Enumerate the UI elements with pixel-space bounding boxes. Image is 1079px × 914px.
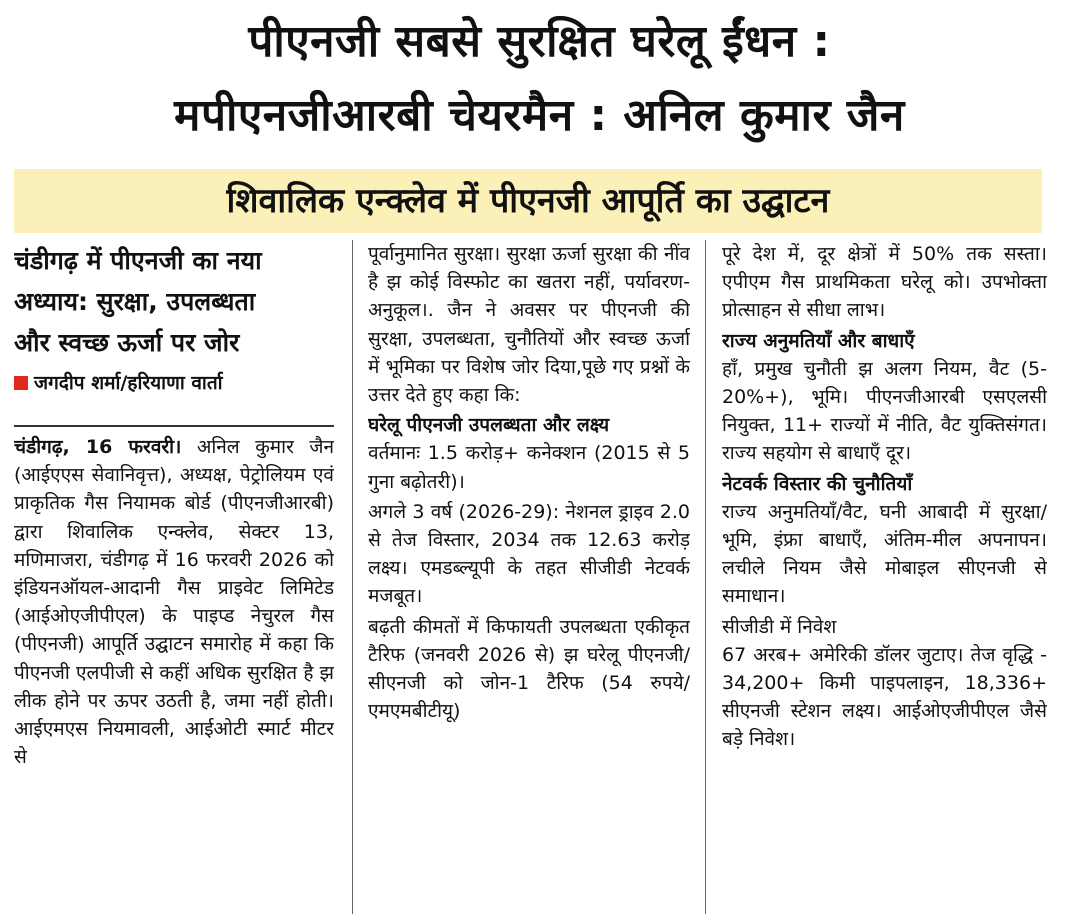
byline-text: जगदीप शर्मा/हरियाणा वार्ता: [34, 372, 223, 394]
column-3: [722, 240, 1047, 914]
paragraph: वर्तमानः 1.5 करोड़+ कनेक्शन (2015 से 5 गुना बढ़ोतरी)।: [368, 442, 690, 493]
subheadline: शिवालिक एन्क्लेव में पीएनजी आपूर्ति का उद्घाटन: [226, 181, 830, 221]
section-title: घरेलू पीएनजी उपलब्धता और लक्ष्य: [368, 414, 610, 437]
byline-marker-icon: [14, 376, 28, 390]
headline-line-1: पीएनजी सबसे सुरक्षित घरेलू ईंधन :: [248, 16, 831, 67]
paragraph: बढ़ती कीमतों में किफायती उपलब्धता एकीकृत टैरिफ (जनवरी 2026 से) झ घरेलू पीएनजी/सीएनजी को जोन-1 टैरिफ (54 रुपये/एमएमबीटीयू): [368, 615, 690, 723]
kicker-line-3: और स्वच्छ ऊर्जा पर जोर: [14, 328, 240, 357]
subheadline-band: [14, 169, 1042, 233]
column-1: [14, 240, 334, 914]
paragraph: अगले 3 वर्ष (2026-29): नेशनल ड्राइव 2.0 से तेज विस्तार, 2034 तक 12.63 करोड़ लक्ष्य। एमडब्ल्यूपी के तहत सीजीडी नेटवर्क मजबूत।: [368, 500, 690, 608]
section-title: नेटवर्क विस्तार की चुनौतियाँ: [722, 472, 913, 495]
paragraph: पूर्वानुमानित सुरक्षा। सुरक्षा ऊर्जा सुरक्षा की नींव है झ कोई विस्फोट का खतरा नहीं, पर्यावरण-अनुकूल।. जैन ने अवसर पर पीएनजी की सुरक्षा, उपलब्धता, चुनौतियों और स्वच्छ ऊर्जा में भूमिका पर विशेष जोर दिया,पूछे गए प्रश्नों के उत्तर देते हुए कहा कि:: [368, 243, 690, 407]
kicker-line-1: चंडीगढ़ में पीएनजी का नया: [14, 246, 262, 275]
kicker-line-2: अध्याय: सुरक्षा, उपलब्धता: [14, 287, 256, 316]
section-title: सीजीडी में निवेश: [722, 615, 837, 638]
dateline: चंडीगढ़, 16 फरवरी।: [14, 436, 182, 458]
section-title: राज्य अनुमतियाँ और बाधाएँ: [722, 329, 915, 352]
divider: [14, 425, 334, 427]
column-divider-2: [705, 240, 706, 914]
column-2: [368, 240, 690, 914]
paragraph: हाँ, प्रमुख चुनौती झ अलग नियम, वैट (5-20%+), भूमि। पीएनजीआरबी एसएलसी नियुक्त, 11+ राज्यों में नीति, वैट युक्तिसंगत। राज्य सहयोग से बाधाएँ दूर।: [722, 357, 1047, 465]
headline-line-2: मपीएनजीआरबी चेयरमैन : अनिल कुमार जैन: [174, 90, 905, 141]
paragraph: 67 अरब+ अमेरिकी डॉलर जुटाए। तेज वृद्धि - 34,200+ किमी पाइपलाइन, 18,336+ सीएनजी स्टेशन लक्ष्य। आईओएजीपीएल जैसे बड़े निवेश।: [722, 643, 1047, 751]
paragraph: राज्य अनुमतियाँ/वैट, घनी आबादी में सुरक्षा/भूमि, इंफ्रा बाधाएँ, अंतिम-मील अपनापन। लचीले नियम जैसे मोबाइल सीएनजी से समाधान।: [722, 500, 1047, 608]
column-divider-1: [352, 240, 353, 914]
byline: [14, 369, 334, 397]
lead-paragraph: [14, 433, 334, 771]
paragraph: पूरे देश में, दूर क्षेत्रों में 50% तक सस्ता। एपीएम गैस प्राथमिकता घरेलू को। उपभोक्ता प्रोत्साहन से सीधा लाभ।: [722, 243, 1047, 322]
lead-text: अनिल कुमार जैन (आईएएस सेवानिवृत्त), अध्यक्ष, पेट्रोलियम एवं प्राकृतिक गैस नियामक बोर्ड (पीएनजीआरबी) द्वारा शिवालिक एन्क्लेव, सेक्टर 13, मणिमाजरा, चंडीगढ़ में 16 फरवरी 2026 को इंडियनऑयल-आदानी गैस प्राइवेट लिमिटेड (आईओएजीपीएल) के पाइप्ड नेचुरल गैस (पीएनजी) आपूर्ति उद्घाटन समारोह में कहा कि पीएनजी एलपीजी से कहीं अधिक सुरक्षित है झ लीक होने पर ऊपर उठती है, जमा नहीं होती। आईएमएस नियमावली, आईओटी स्मार्ट मीटर से: [14, 436, 334, 769]
